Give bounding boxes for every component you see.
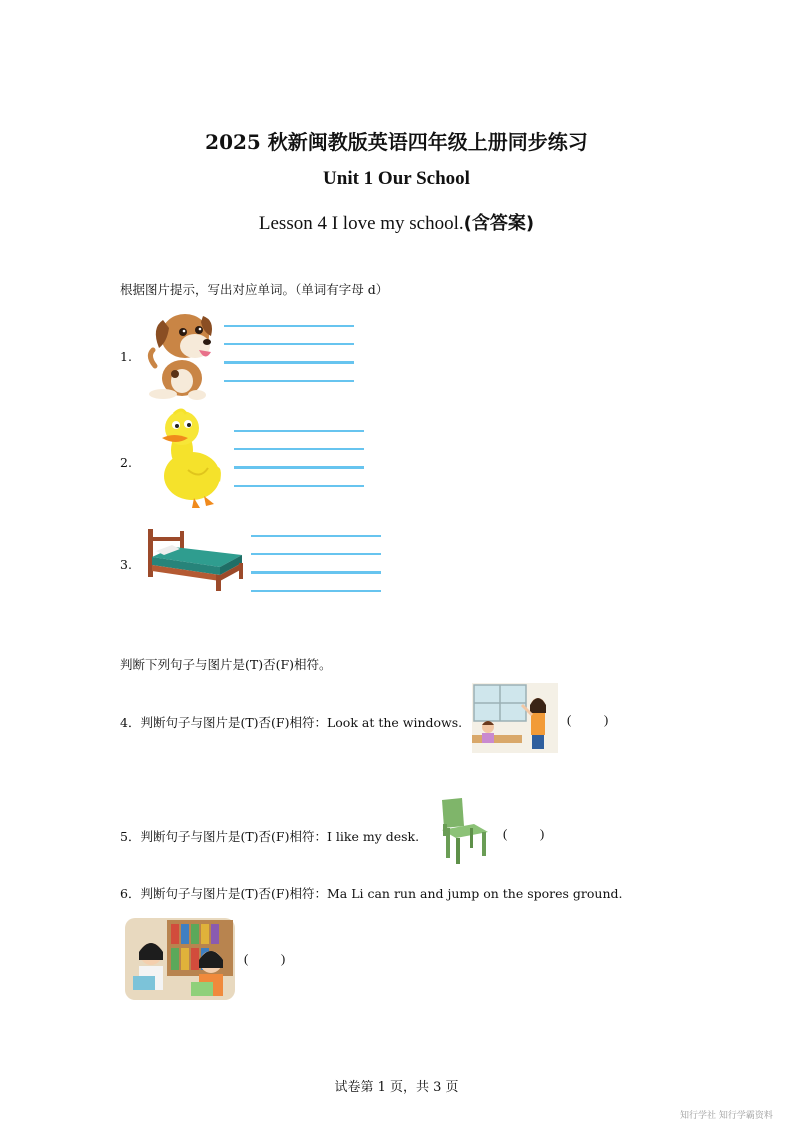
watermark: 知行学社 知行学霸资料 bbox=[680, 1111, 773, 1121]
chair-picture bbox=[434, 796, 494, 866]
answer-lines-3[interactable] bbox=[251, 535, 381, 608]
section1-instruction: 根据图片提示，写出对应单词。（单词有字母 d） bbox=[120, 282, 389, 297]
library-reading-picture bbox=[125, 918, 235, 1000]
lesson-title-answer-note: (含答案) bbox=[463, 213, 535, 234]
unit-title: Unit 1 Our School bbox=[323, 168, 470, 189]
item2-number: 2. bbox=[120, 455, 132, 470]
page-title: 2025 秋新闽教版英语四年级上册同步练习 bbox=[205, 130, 588, 154]
item1-number: 1. bbox=[120, 349, 132, 364]
section2-instruction: 判断下列句子与图片是(T)否(F)相符。 bbox=[120, 657, 332, 672]
item3-number: 3. bbox=[120, 557, 132, 572]
classroom-window-picture bbox=[472, 683, 558, 753]
lesson-title-main: Lesson 4 I love my school. bbox=[258, 213, 464, 234]
answer-lines-2[interactable] bbox=[234, 430, 364, 503]
duck-icon bbox=[152, 408, 224, 512]
answer-lines-1[interactable] bbox=[224, 325, 354, 398]
page-footer: 试卷第 1 页，共 3 页 bbox=[334, 1080, 459, 1095]
question5-text: 5．判断句子与图片是(T)否(F)相符：I like my desk. bbox=[120, 829, 420, 844]
bed-icon bbox=[144, 527, 248, 593]
answer-paren-4[interactable]: ( ) bbox=[567, 712, 609, 727]
question6-text: 6．判断句子与图片是(T)否(F)相符：Ma Li can run and jump on the spores ground. bbox=[120, 886, 623, 901]
answer-paren-6[interactable]: ( ) bbox=[244, 951, 286, 966]
lesson-title bbox=[0, 209, 793, 235]
question4-text: 4．判断句子与图片是(T)否(F)相符：Look at the windows. bbox=[120, 715, 463, 730]
dog-icon bbox=[145, 306, 223, 402]
answer-paren-5[interactable]: ( ) bbox=[503, 826, 545, 841]
